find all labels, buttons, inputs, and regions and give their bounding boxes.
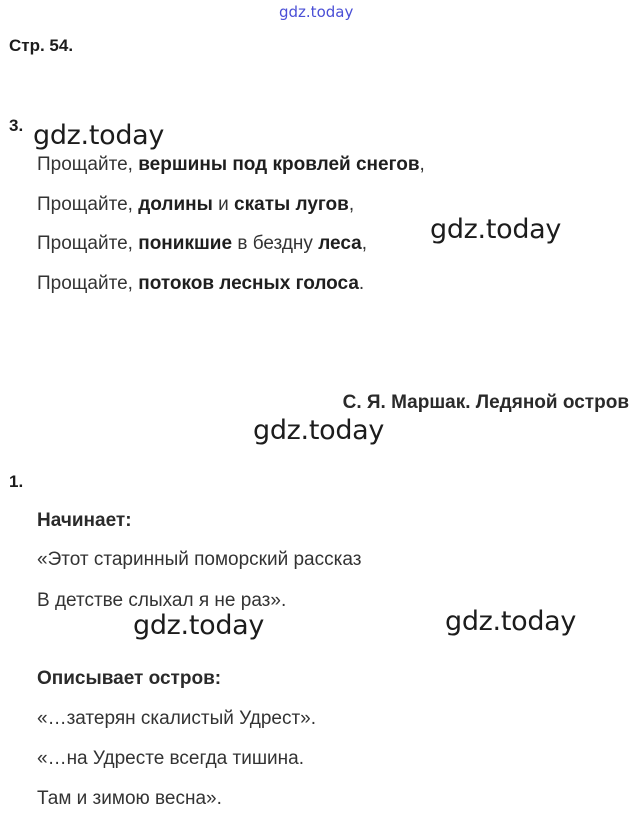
watermark: gdz.today <box>445 606 577 637</box>
watermark: gdz.today <box>253 415 385 446</box>
section-title: С. Я. Маршак. Ледяной остров <box>342 392 629 413</box>
watermark: gdz.today <box>33 120 165 151</box>
describes-line-3: Там и зимою весна». <box>37 788 222 809</box>
watermark: gdz.today <box>133 610 265 641</box>
describes-heading: Описывает остров: <box>37 668 222 689</box>
task-1-number: 1. <box>9 472 24 491</box>
page-label: Стр. 54. <box>9 36 74 55</box>
poem-line-2: Прощайте, долины и скаты лугов, <box>37 194 355 215</box>
poem-line-4: Прощайте, потоков лесных голоса. <box>37 273 365 294</box>
begins-line-2: В детстве слыхал я не раз». <box>37 590 287 611</box>
poem-line-1: Прощайте, вершины под кровлей снегов, <box>37 154 425 175</box>
describes-line-1: «…затерян скалистый Удрест». <box>37 708 316 729</box>
begins-line-1: «Этот старинный поморский рассказ <box>37 549 362 570</box>
watermark-top: gdz.today <box>279 3 354 21</box>
watermark: gdz.today <box>430 214 562 245</box>
task-3-number: 3. <box>9 116 24 135</box>
poem-line-3: Прощайте, поникшие в бездну леса, <box>37 233 367 254</box>
begins-heading: Начинает: <box>37 510 132 531</box>
describes-line-2: «…на Удресте всегда тишина. <box>37 748 305 769</box>
